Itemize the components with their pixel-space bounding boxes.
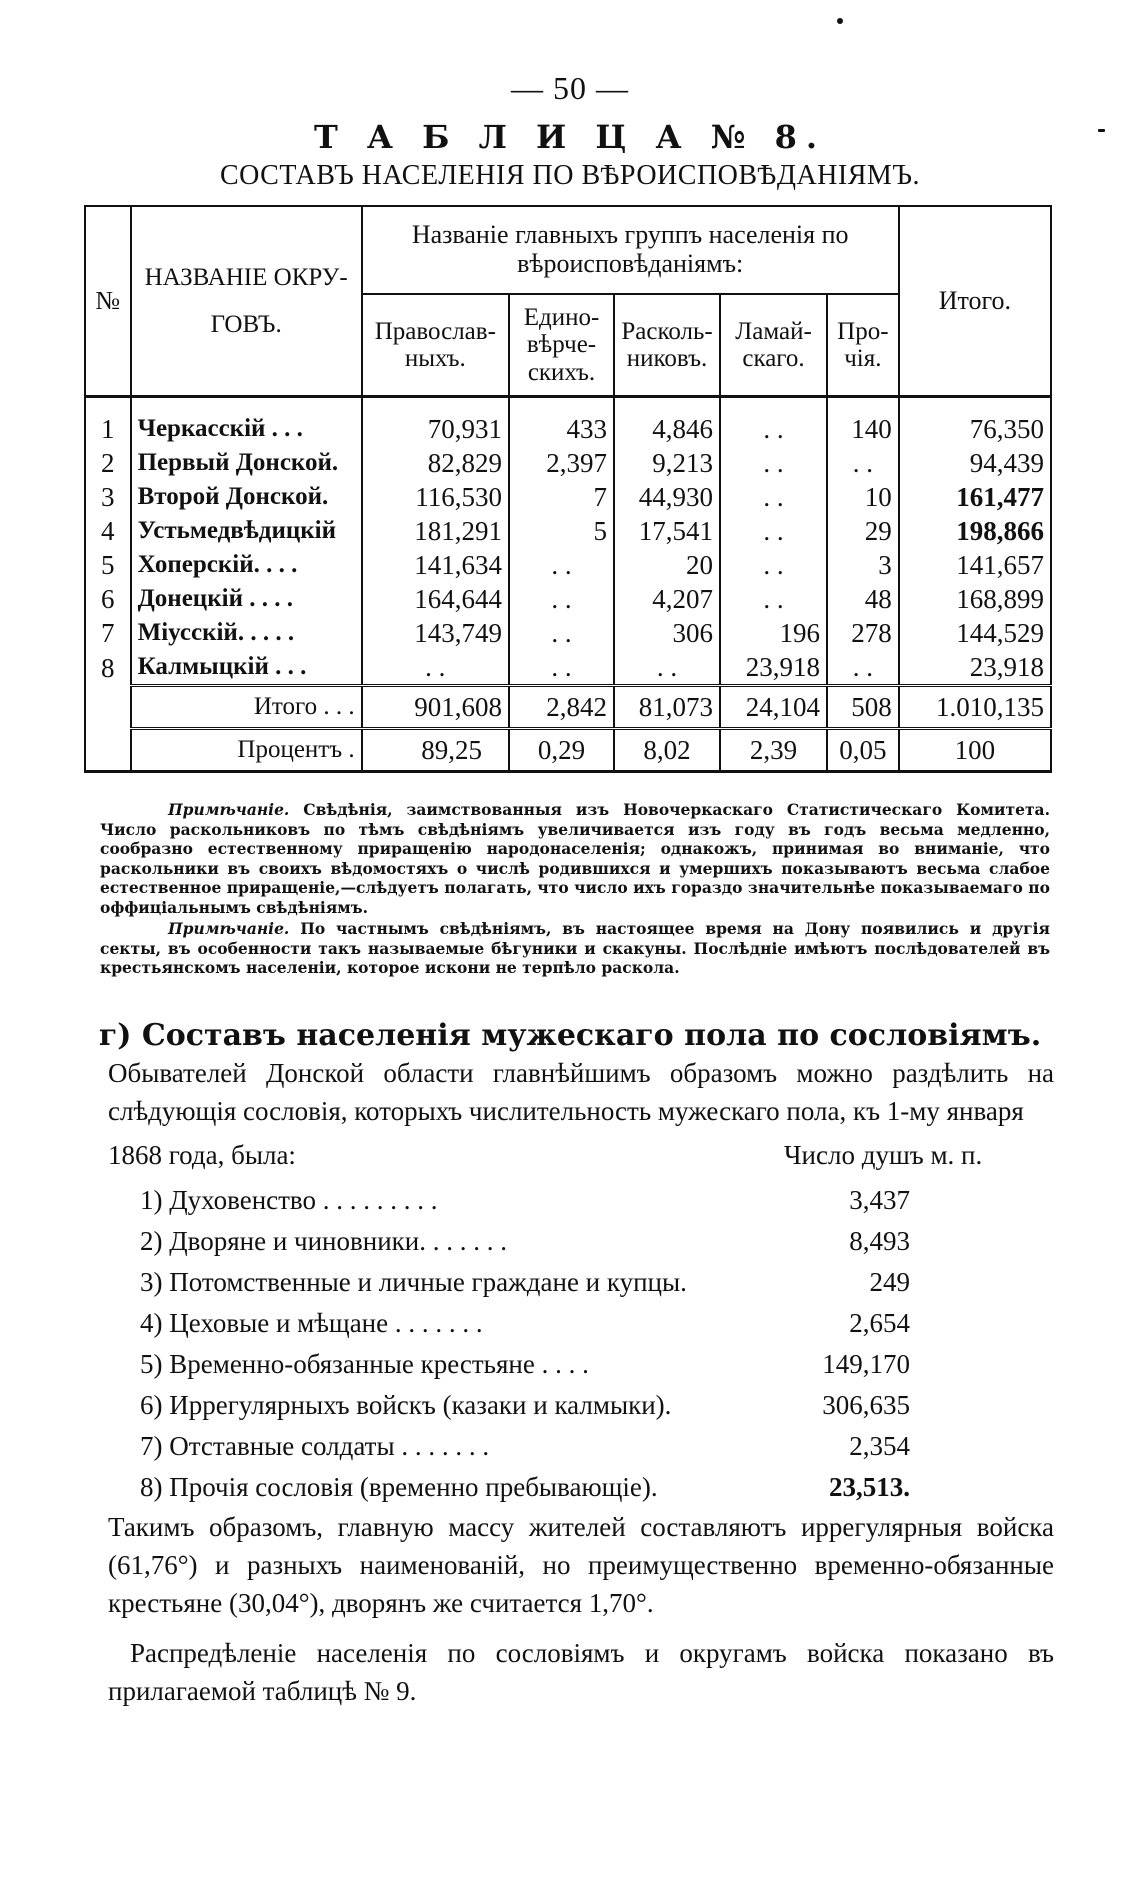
intro-paragraph — [108, 1054, 1054, 1130]
cell-total: 76,350 — [899, 397, 1051, 447]
table-row — [85, 616, 1051, 650]
cell-schismatics: 17,541 — [614, 514, 720, 548]
estate-value: 249 — [869, 1267, 910, 1297]
col-header-edinovertsy: Едино- вѣрче- скихъ. — [509, 294, 614, 397]
percent-row — [85, 729, 1051, 772]
note-2 — [32, 919, 1050, 978]
row-no: 8 — [101, 652, 115, 683]
cell-orthodox: 181,291 — [362, 514, 509, 548]
percent-edinovertsy: 0,29 — [509, 729, 614, 772]
col-header-group: Названіе главныхъ группъ населенія по вѣроисповѣданіямъ: — [362, 206, 899, 294]
district-name: Хоперскій. . . . — [131, 548, 362, 582]
cell-orthodox: 164,644 — [362, 582, 509, 616]
cell-total: 161,477 — [899, 480, 1051, 514]
reference-paragraph — [108, 1634, 1054, 1710]
estate-value: 8,493 — [849, 1226, 910, 1256]
district-name: Донецкій . . . . — [131, 582, 362, 616]
percent-schismatics: 8,02 — [614, 729, 720, 772]
district-name: Второй Донской. — [131, 480, 362, 514]
estate-value: 23,513. — [829, 1472, 910, 1502]
row-no: 2 — [101, 448, 115, 478]
table-title: Т А Б Л И Ц А № 8. — [313, 118, 827, 156]
cell-lamaist: . . — [720, 548, 827, 582]
conclusion-paragraph — [108, 1508, 1054, 1622]
cell-other: . . — [827, 650, 899, 686]
cell-edinovertsy: 7 — [509, 480, 614, 514]
cell-lamaist: . . — [720, 514, 827, 548]
estate-label: 1) Духовенство . . . . . . . . . — [140, 1185, 438, 1215]
cell-lamaist: . . — [720, 397, 827, 447]
note-1 — [100, 800, 1050, 917]
estates-list — [140, 1180, 910, 1508]
totals-label: Итого . . . — [131, 686, 362, 729]
col-header-total: Итого. — [899, 206, 1051, 397]
district-name: Черкасскій . . . — [131, 397, 362, 447]
col-header-other: Про- чія. — [827, 294, 899, 397]
cell-schismatics: 9,213 — [614, 446, 720, 480]
cell-other: 278 — [827, 616, 899, 650]
estate-label: 7) Отставные солдаты . . . . . . . — [140, 1431, 490, 1461]
col-header-no: № — [85, 206, 131, 397]
cell-edinovertsy: . . — [509, 582, 614, 616]
cell-orthodox: 116,530 — [362, 480, 509, 514]
cell-schismatics: 44,930 — [614, 480, 720, 514]
cell-other: 48 — [827, 582, 899, 616]
district-name: Первый Донской. — [131, 446, 362, 480]
page-number: — 50 — — [511, 70, 629, 106]
cell-schismatics: 4,207 — [614, 582, 720, 616]
list-item — [140, 1180, 910, 1221]
cell-schismatics: 4,846 — [614, 397, 720, 447]
cell-total: 141,657 — [899, 548, 1051, 582]
cell-orthodox: 143,749 — [362, 616, 509, 650]
total-edinovertsy: 2,842 — [509, 686, 614, 729]
reference-text: Распредѣленіе населенія по сословіямъ и округамъ войска показано въ прилагаемой таблицѣ № 9. — [108, 1638, 1054, 1706]
intro-end: 1868 года, была: — [108, 1140, 296, 1170]
totals-row — [85, 686, 1051, 729]
col-header-orthodox: Православ- ныхъ. — [362, 294, 509, 397]
estate-value: 2,354 — [849, 1431, 910, 1461]
district-name: Калмыцкій . . . — [131, 650, 362, 686]
total-grand: 1.010,135 — [899, 686, 1051, 729]
table-row — [85, 582, 1051, 616]
percent-orthodox: 89,25 — [362, 729, 509, 772]
total-lamaist: 24,104 — [720, 686, 827, 729]
table-row — [85, 480, 1051, 514]
col-header-lamaist: Ламай- скаго. — [720, 294, 827, 397]
estate-label: 4) Цеховые и мѣщане . . . . . . . — [140, 1308, 483, 1338]
table-notes — [100, 800, 1050, 978]
cell-total: 198,866 — [899, 514, 1051, 548]
cell-lamaist: . . — [720, 446, 827, 480]
note-text: По частнымъ свѣдѣніямъ, въ настоящее время на Дону появились и другія секты, въ особенности такъ называемые бѣгуники и скакуны. Послѣдніе имѣютъ послѣдователей въ крестьянскомъ населеніи, которое искони не терпѣло раскола. — [100, 919, 1050, 977]
cell-total: 94,439 — [899, 446, 1051, 480]
cell-lamaist: 196 — [720, 616, 827, 650]
cell-schismatics: . . — [614, 650, 720, 686]
intro-text: Обывателей Донской области главнѣйшимъ образомъ можно раздѣлить на слѣдующія сословія, которыхъ числительность мужескаго пола, къ 1-му января — [108, 1058, 1054, 1126]
list-item — [140, 1467, 910, 1508]
percent-grand: 100 — [899, 729, 1051, 772]
row-no: 4 — [101, 516, 115, 546]
col-header-schismatics: Расколь- никовъ. — [614, 294, 720, 397]
cell-edinovertsy: . . — [509, 616, 614, 650]
list-item — [140, 1221, 910, 1262]
cell-lamaist: . . — [720, 480, 827, 514]
row-no: 1 — [101, 414, 115, 444]
percent-other: 0,05 — [827, 729, 899, 772]
total-orthodox: 901,608 — [362, 686, 509, 729]
count-column-header: Число душъ м. п. — [784, 1140, 983, 1170]
cell-total: 144,529 — [899, 616, 1051, 650]
cell-orthodox: . . — [362, 650, 509, 686]
cell-other: 140 — [827, 397, 899, 447]
note-label: Примѣчаніе. — [168, 800, 290, 819]
cell-other: 3 — [827, 548, 899, 582]
table-row — [85, 650, 1051, 686]
total-schismatics: 81,073 — [614, 686, 720, 729]
col-header-district: НАЗВАНІЕ ОКРУ- ГОВЪ. — [131, 206, 362, 397]
cell-edinovertsy: . . — [509, 548, 614, 582]
estate-label: 5) Временно-обязанные крестьяне . . . . — [140, 1349, 589, 1379]
estate-value: 306,635 — [822, 1390, 910, 1420]
percent-label: Процентъ . — [131, 729, 362, 772]
cell-schismatics: 20 — [614, 548, 720, 582]
estate-value: 3,437 — [849, 1185, 910, 1215]
cell-other: 29 — [827, 514, 899, 548]
estate-value: 2,654 — [849, 1308, 910, 1338]
print-speck — [837, 18, 843, 24]
cell-edinovertsy: 433 — [509, 397, 614, 447]
list-item — [140, 1344, 910, 1385]
cell-lamaist: 23,918 — [720, 650, 827, 686]
estate-label: 3) Потомственные и личные граждане и купцы. — [140, 1267, 687, 1297]
conclusion-text: Такимъ образомъ, главную массу жителей составляютъ иррегулярныя войска (61,76°) и разныхъ наименованій, но преимущественно временно-обязанные крестьяне (30,04°), дворянъ же считается 1,70°. — [108, 1512, 1054, 1618]
cell-total: 23,918 — [899, 650, 1051, 686]
cell-edinovertsy: 5 — [509, 514, 614, 548]
count-header-line — [108, 1136, 998, 1174]
note-text: Свѣдѣнія, заимствованныя изъ Новочеркаскаго Статистическаго Комитета. Число раскольниковъ по тѣмъ свѣдѣніямъ увеличивается изъ году въ годъ весьма медленно, сообразно естественному приращенію народонаселенія; однакожъ, принимая во вниманіе, что раскольники въ своихъ вѣдомостяхъ о числѣ родившихся и умершихъ показываютъ весьма слабое естественное приращеніе,—слѣдуетъ полагать, что число ихъ гораздо значительнѣе показываемаго по оффиціальнымъ свѣдѣніямъ. — [100, 800, 1050, 917]
cell-lamaist: . . — [720, 582, 827, 616]
district-name: Міусскій. . . . . — [131, 616, 362, 650]
row-no: 6 — [101, 584, 115, 614]
estate-label: 6) Иррегулярныхъ войскъ (казаки и калмыки). — [140, 1390, 672, 1420]
percent-lamaist: 2,39 — [720, 729, 827, 772]
row-no: 3 — [101, 482, 115, 512]
cell-orthodox: 82,829 — [362, 446, 509, 480]
list-item — [140, 1303, 910, 1344]
section-heading: г) Составъ населенія мужескаго пола по сословіямъ. — [98, 1018, 1042, 1053]
estate-label: 8) Прочія сословія (временно пребывающіе). — [140, 1472, 658, 1502]
table-row — [85, 514, 1051, 548]
cell-edinovertsy: . . — [509, 650, 614, 686]
cell-total: 168,899 — [899, 582, 1051, 616]
list-item — [140, 1426, 910, 1467]
table-row — [85, 446, 1051, 480]
list-item — [140, 1385, 910, 1426]
estate-value: 149,170 — [822, 1349, 910, 1379]
cell-other: . . — [827, 446, 899, 480]
table-subtitle: СОСТАВЪ НАСЕЛЕНІЯ ПО ВѢРОИСПОВѢДАНІЯМЪ. — [219, 160, 921, 191]
district-name: Устьмедвѣдицкій — [131, 514, 362, 548]
list-item — [140, 1262, 910, 1303]
row-no: 5 — [101, 550, 115, 580]
cell-schismatics: 306 — [614, 616, 720, 650]
note-label: Примѣчаніе. — [168, 919, 290, 938]
estate-label: 2) Дворяне и чиновники. . . . . . . — [140, 1226, 507, 1256]
cell-orthodox: 141,634 — [362, 548, 509, 582]
total-other: 508 — [827, 686, 899, 729]
cell-edinovertsy: 2,397 — [509, 446, 614, 480]
table-row — [85, 397, 1051, 447]
cell-orthodox: 70,931 — [362, 397, 509, 447]
cell-other: 10 — [827, 480, 899, 514]
table-row — [85, 548, 1051, 582]
row-no: 7 — [101, 618, 115, 648]
religion-table — [84, 205, 1052, 773]
